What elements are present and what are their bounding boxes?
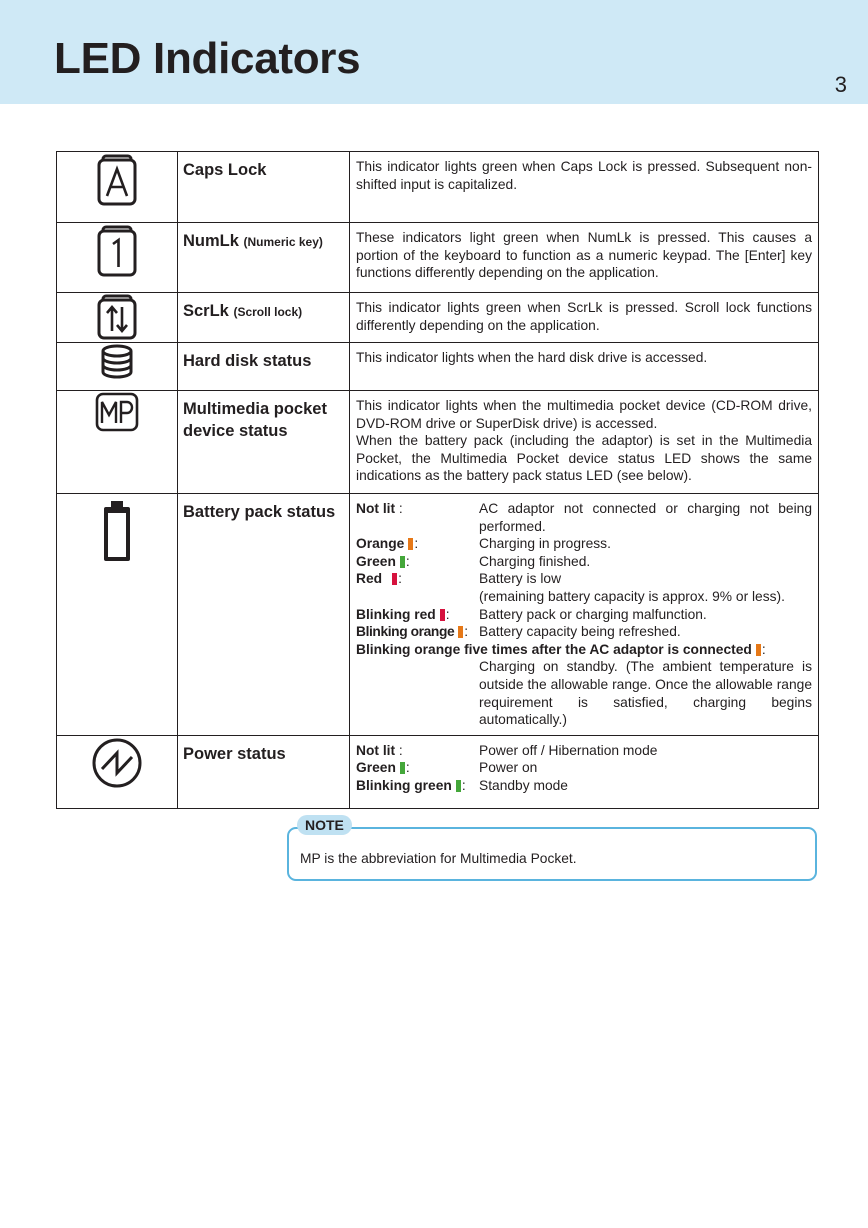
status-key: Blinking green	[356, 777, 452, 793]
icon-cell	[57, 391, 178, 494]
description-text: This indicator lights green when ScrLk is pressed. Scroll lock functions differently depending on the application.	[356, 300, 812, 333]
indicator-name-sub: (Numeric key)	[243, 235, 323, 249]
icon-cell	[57, 223, 178, 293]
scroll-lock-icon	[93, 293, 141, 341]
page-number: 3	[834, 72, 847, 97]
indicator-name-text: Power status	[183, 744, 286, 763]
battery-icon	[97, 500, 137, 564]
status-key: Not lit	[356, 742, 396, 758]
note-label: NOTE	[297, 815, 352, 835]
status-row: Green : Power on	[356, 759, 812, 777]
indicator-description	[350, 391, 819, 494]
status-value-detail: (remaining battery capacity is approx. 9% or less).	[479, 588, 785, 604]
status-value: AC adaptor not connected or charging not being performed.	[479, 501, 812, 534]
power-icon	[90, 736, 144, 790]
description-text: This indicator lights when the hard disk drive is accessed.	[356, 350, 708, 365]
status-key: Green	[356, 553, 396, 569]
status-value: Battery is low	[479, 571, 562, 587]
status-value: Battery pack or charging malfunction.	[479, 606, 707, 622]
page-title: LED Indicators	[54, 34, 361, 83]
indicator-name	[178, 391, 350, 494]
indicator-description	[350, 735, 819, 808]
table-row	[57, 494, 819, 736]
indicator-name-text: ScrLk	[183, 302, 229, 320]
indicator-description	[350, 494, 819, 736]
status-value: Power off / Hibernation mode	[479, 742, 658, 758]
status-key: Orange	[356, 536, 405, 552]
indicator-name-sub: (Scroll lock)	[233, 305, 303, 319]
orange-led-swatch	[408, 538, 413, 550]
status-key: Green	[356, 760, 396, 776]
status-row: Not lit : AC adaptor not connected or charging not being performed.	[356, 501, 812, 534]
status-value: Charging finished.	[479, 553, 591, 569]
icon-cell	[57, 494, 178, 736]
indicator-name-text: Multimedia pocket device status	[183, 400, 327, 440]
status-row: Orange : Charging in progress.	[356, 535, 812, 553]
status-value: Charging in progress.	[479, 536, 611, 552]
indicator-description	[350, 152, 819, 223]
status-value: Charging on standby. (The ambient temperature is outside the allowable range. Once the allowable range requirement is satisfied, charging begins automatically.)	[479, 659, 812, 728]
status-key: Not lit	[356, 501, 396, 516]
indicator-description	[350, 293, 819, 343]
indicator-name-text: Battery pack status	[183, 503, 336, 521]
icon-cell	[57, 293, 178, 343]
status-row: Blinking orange five times after the AC adaptor is connected :	[356, 641, 766, 657]
green-led-swatch	[400, 762, 405, 774]
indicator-name	[178, 293, 350, 343]
indicator-name	[178, 494, 350, 736]
status-key: Blinking orange five times after the AC adaptor is connected	[356, 641, 752, 657]
icon-cell	[57, 343, 178, 391]
orange-led-swatch	[458, 626, 463, 638]
status-value: Power on	[479, 760, 538, 776]
table-row	[57, 223, 819, 293]
red-led-swatch	[440, 609, 445, 621]
led-indicator-table	[56, 151, 819, 809]
status-row: Blinking red : Battery pack or charging malfunction.	[356, 606, 812, 624]
indicator-description	[350, 223, 819, 293]
status-key: Blinking red	[356, 606, 436, 622]
status-key: Blinking orange	[356, 624, 455, 640]
status-row: Blinking orange : Battery capacity being refreshed.	[356, 623, 812, 641]
indicator-name-text: Hard disk status	[183, 352, 312, 370]
header-band	[0, 0, 868, 104]
table-row	[57, 343, 819, 391]
status-key: Red	[356, 571, 383, 587]
table-row	[57, 293, 819, 343]
numlock-icon	[93, 223, 141, 279]
indicator-name-text: NumLk	[183, 232, 239, 250]
table-row	[57, 152, 819, 223]
green-led-swatch	[400, 556, 405, 568]
caps-lock-icon	[93, 152, 141, 208]
indicator-name	[178, 735, 350, 808]
description-text: This indicator lights green when Caps Lock is pressed. Subsequent non-shifted input is capitalized.	[356, 159, 812, 192]
description-text: When the battery pack (including the adaptor) is set in the Multimedia Pocket, the Multimedia Pocket device status LED shows the same indications as the battery pack status LED (see below).	[356, 433, 812, 484]
multimedia-pocket-icon	[94, 391, 140, 433]
table-row	[57, 391, 819, 494]
description-text: This indicator lights when the multimedia pocket device (CD-ROM drive, DVD-ROM drive or SuperDisk drive) is accessed.	[356, 398, 812, 431]
red-led-swatch	[392, 573, 397, 585]
icon-cell	[57, 152, 178, 223]
orange-led-swatch	[756, 644, 761, 656]
note-text: MP is the abbreviation for Multimedia Pocket.	[300, 851, 577, 866]
status-row: Green : Charging finished.	[356, 553, 812, 571]
hard-disk-icon	[97, 343, 137, 381]
status-value: Battery capacity being refreshed.	[479, 624, 681, 640]
status-row: Not lit : Power off / Hibernation mode	[356, 742, 812, 760]
green-led-swatch	[456, 780, 461, 792]
status-row: Red : Battery is low (remaining battery capacity is approx. 9% or less).	[356, 571, 785, 604]
indicator-name	[178, 343, 350, 391]
status-row: Blinking green : Standby mode	[356, 777, 812, 795]
indicator-name	[178, 223, 350, 293]
table-row	[57, 735, 819, 808]
icon-cell	[57, 735, 178, 808]
indicator-name-text: Caps Lock	[183, 161, 267, 179]
status-value: Standby mode	[479, 777, 568, 793]
indicator-name	[178, 152, 350, 223]
indicator-description	[350, 343, 819, 391]
description-text: These indicators light green when NumLk is pressed. This causes a portion of the keyboard to function as a numeric keypad. The [Enter] key functions differently depending on the application.	[356, 230, 812, 281]
